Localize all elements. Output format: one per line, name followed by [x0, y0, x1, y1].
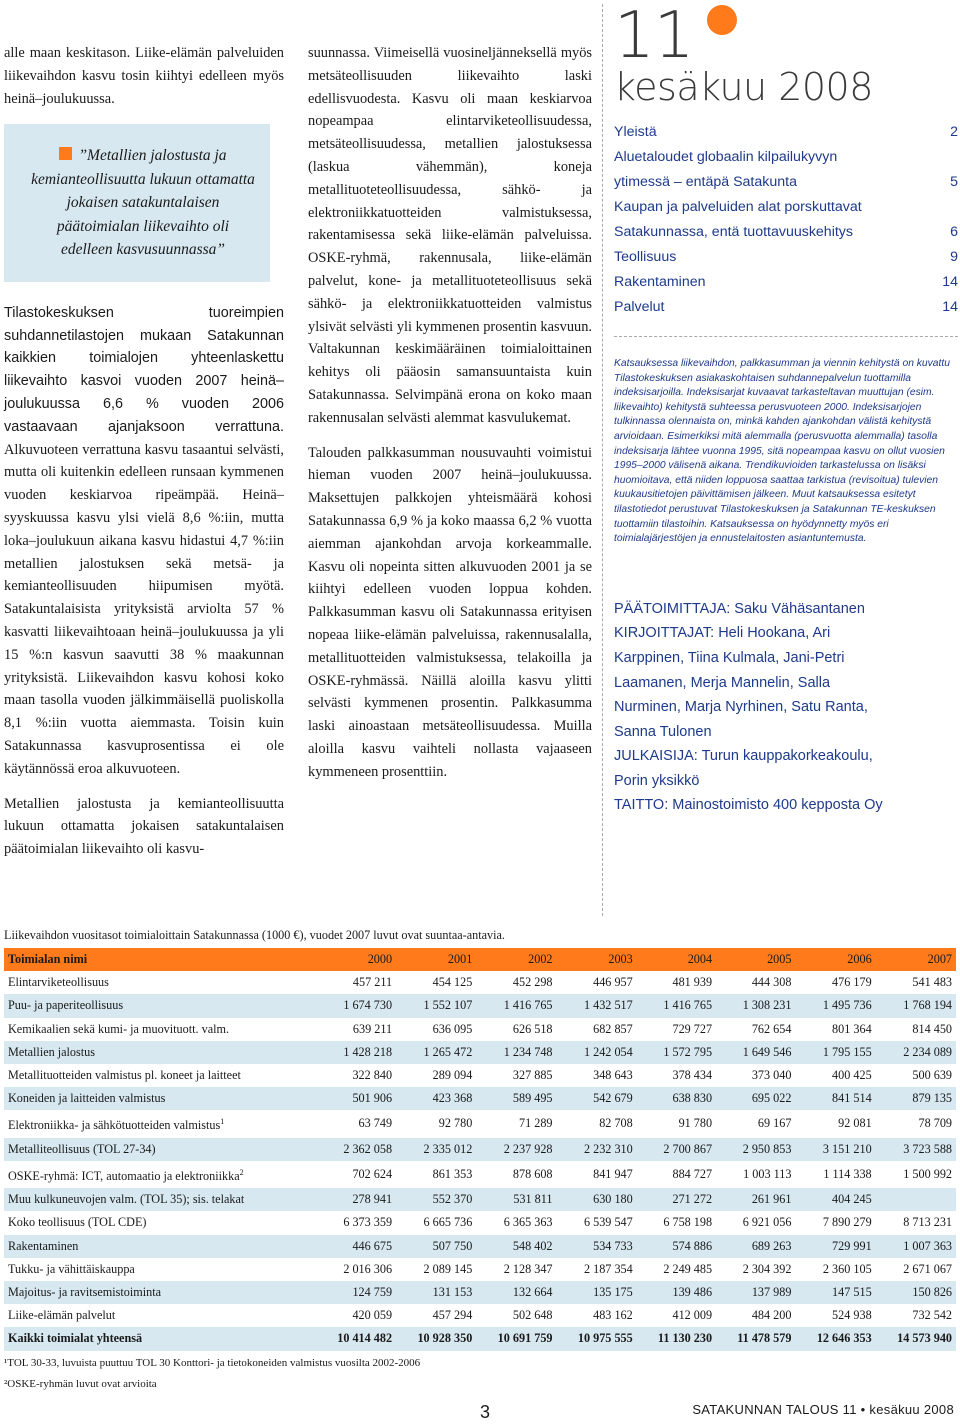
toc-item[interactable]: [614, 120, 958, 145]
industry-label: Metalliteollisuus (TOL 27-34): [8, 1141, 156, 1156]
value-cell: 2 237 928: [476, 1138, 556, 1161]
paragraph-text: Alkuvuoteen verrattuna kasvu tasaantui selvästi, mutta oli kuitenkin edelleen runsaan kymmenen vuoden keskiarvoa ripeämpää. Heinä–syyskuussa kasvu ylsi vielä 8,6 %:iin, mutta loka–joulukuun aikana kasvu hidastui 4,7 %:iin metallien jalostuksen sekä metsä- ja kemianteollisuuden hiipumisen myötä. Satakuntalaisista yrityksistä arviolta 57 % kasvatti liikevaihtoaan heinä–joulukuussa ja yli 15 %:n kasvun saavutti 38 % maakunnan yrityksistä. Liikevaihdon kasvu kohosi koko maan tasolla vuoden jälkimmäisellä puoliskolla 8,1 %:iin vuotta aiemmasta. Toisin kuin Satakunnassa kasvuprosentissa ei ole käytännössä eroa alkuvuoteen.: [4, 441, 284, 777]
value-cell: 1 007 363: [876, 1235, 956, 1258]
value-cell: 6 921 056: [742, 1215, 792, 1230]
value-cell: 82 708: [599, 1116, 633, 1131]
table-row: [4, 994, 956, 1017]
table-row: [4, 1041, 956, 1064]
toc-label: Yleistä: [614, 124, 657, 140]
industry-name: [4, 1064, 316, 1087]
value-cell: 636 095: [432, 1021, 473, 1036]
value-cell: 12 646 353: [795, 1327, 875, 1350]
industry-name: [4, 1138, 316, 1161]
value-cell: 500 639: [912, 1068, 952, 1083]
value-cell: 150 826: [876, 1281, 956, 1304]
value-cell: 3 723 588: [876, 1138, 956, 1161]
industry-label: Koko teollisuus (TOL CDE): [8, 1215, 147, 1230]
value-cell: 289 094: [432, 1068, 473, 1083]
value-cell: 630 180: [557, 1188, 637, 1211]
value-cell: 412 009: [672, 1308, 713, 1323]
toc-item[interactable]: [614, 145, 958, 170]
article-column-1: [4, 42, 284, 861]
toc-item[interactable]: [614, 245, 958, 270]
industry-name: [4, 1281, 316, 1304]
value-cell: 278 941: [316, 1188, 396, 1211]
value-cell: 1 416 765: [476, 994, 556, 1017]
toc-label: Rakentaminen: [614, 274, 706, 290]
industry-name: [4, 1258, 316, 1281]
value-cell: 702 624: [352, 1166, 393, 1181]
industry-label: Kaikki toimialat yhteensä: [8, 1331, 143, 1346]
pull-quote: [4, 124, 270, 282]
value-cell: 327 885: [512, 1068, 553, 1083]
toc-item[interactable]: [614, 270, 958, 295]
header-year: 2004: [637, 948, 716, 971]
value-cell: 2 089 145: [423, 1261, 473, 1276]
value-cell: 729 991: [795, 1235, 875, 1258]
value-cell: 452 298: [512, 975, 553, 990]
industry-name: [4, 1161, 316, 1188]
toc-page: 9: [950, 249, 958, 265]
value-cell: 502 648: [512, 1308, 553, 1323]
issue-number-text: 11: [614, 0, 694, 73]
footnote-marker: 1: [220, 1117, 225, 1127]
value-cell: 378 434: [672, 1068, 713, 1083]
value-cell: 1 572 795: [637, 1041, 716, 1064]
industry-name: [4, 1018, 316, 1041]
value-cell: 69 167: [757, 1116, 792, 1131]
value-cell: 1 265 472: [396, 1041, 476, 1064]
sidebar: [614, 0, 958, 818]
header-year: 2007: [876, 948, 956, 971]
credit-line: KIRJOITTAJAT: Heli Hookana, Ari: [614, 625, 831, 642]
paragraph: Talouden palkkasumman nousuvauhti voimistui hieman vuoden 2007 heinä–joulukuussa. Maksettujen palkkojen yhteismäärä kohosi Satakunnassa 6,9 % ja koko maassa 6,2 % vuotta aiemman ajankohdan arvoja korkeammalle. Kasvu oli nopeinta sitten alkuvuoden 2001 ja se kiihtyi edelleen vuoden loppua kohden. Palkkasumman kasvu oli Satakunnassa erityisen nopeaa liike-elämän palveluissa, rakennusalalla, metallituotteiden valmistuksessa, telakoilla ja OSKE-ryhmässä. Näillä aloilla kasvu ylitti selvästi kymmenen prosentin. Palkkasumma laski ainoastaan metsäteollisuudessa. Muilla aloilla kasvu vaihteli nollasta vajaaseen kymmeneen prosenttiin.: [308, 444, 592, 780]
value-cell: 1 428 218: [316, 1041, 396, 1064]
credit-line: Laamanen, Merja Mannelin, Salla: [614, 674, 831, 691]
value-cell: 322 840: [352, 1068, 393, 1083]
table-row: [4, 1138, 956, 1161]
header-year: 2000: [316, 948, 396, 971]
value-cell: 542 679: [557, 1087, 637, 1110]
table-footnotes: [4, 1353, 956, 1395]
toc-item[interactable]: [614, 220, 958, 245]
value-cell: 476 179: [832, 975, 872, 990]
table-row: [4, 1235, 956, 1258]
revenue-table: [4, 948, 956, 1351]
table-row: [4, 1211, 956, 1234]
industry-name: [4, 1211, 316, 1234]
value-cell: 14 573 940: [876, 1327, 956, 1350]
industry-name: [4, 1304, 316, 1327]
value-cell: 639 211: [352, 1021, 393, 1036]
toc-item[interactable]: [614, 295, 958, 320]
toc-item[interactable]: [614, 195, 958, 220]
value-cell: 6 365 363: [503, 1215, 553, 1230]
value-cell: 484 200: [751, 1308, 792, 1323]
toc-label: Palvelut: [614, 299, 665, 315]
industry-name: [4, 1188, 316, 1211]
value-cell: 261 961: [716, 1188, 795, 1211]
pull-quote-text: ”Metallien jalostusta ja kemianteollisuutta lukuun ottamatta jokaisen satakuntalaisen päätoimialan liikevaihto oli edelleen kasvusuunnassa”: [31, 147, 255, 259]
industry-label: Metallituotteiden valmistus pl. koneet ja laitteet: [8, 1068, 241, 1083]
value-cell: 131 153: [396, 1281, 476, 1304]
value-cell: 841 947: [593, 1166, 633, 1181]
credits: [614, 597, 958, 818]
table-row: [4, 1304, 956, 1327]
value-cell: 404 245: [795, 1188, 875, 1211]
value-cell: 139 486: [637, 1281, 716, 1304]
credit-line: PÄÄTOIMITTAJA: Saku Vähäsantanen: [614, 600, 865, 617]
value-cell: 7 890 279: [822, 1215, 872, 1230]
table-row: [4, 1258, 956, 1281]
value-cell: 2 360 105: [822, 1261, 872, 1276]
value-cell: 2 187 354: [583, 1261, 633, 1276]
header-year: 2002: [476, 948, 556, 971]
industry-label: Muu kulkuneuvojen valm. (TOL 35); sis. telakat: [8, 1192, 245, 1207]
value-cell: 137 989: [716, 1281, 795, 1304]
value-cell: 2 249 485: [663, 1261, 713, 1276]
credit-line: Porin yksikkö: [614, 772, 700, 789]
value-cell: [876, 1188, 956, 1211]
table-row: [4, 1188, 956, 1211]
value-cell: 2 362 058: [316, 1138, 396, 1161]
toc-page: 14: [942, 274, 958, 290]
issue-date: kesäkuu 2008: [614, 65, 873, 109]
toc-label: Kaupan ja palveluiden alat porskuttavat: [614, 199, 862, 215]
value-cell: 2 016 306: [343, 1261, 393, 1276]
value-cell: 91 780: [678, 1116, 713, 1131]
value-cell: 454 125: [432, 975, 473, 990]
value-cell: 1 795 155: [795, 1041, 875, 1064]
header-year: 2003: [557, 948, 637, 971]
value-cell: 2 232 310: [557, 1138, 637, 1161]
issue-number: [614, 0, 958, 73]
toc-page: 6: [950, 224, 958, 240]
industry-label: Rakentaminen: [8, 1238, 79, 1253]
value-cell: 501 906: [316, 1087, 396, 1110]
industry-name: [4, 1235, 316, 1258]
toc-page: 5: [950, 174, 958, 190]
orange-dot-icon: [707, 5, 737, 35]
value-cell: 589 495: [476, 1087, 556, 1110]
value-cell: 348 643: [593, 1068, 633, 1083]
value-cell: 2 950 853: [716, 1138, 795, 1161]
industry-label: OSKE-ryhmä: ICT, automaatio ja elektroniikka: [8, 1168, 240, 1183]
industry-label: Majoitus- ja ravitsemistoiminta: [8, 1284, 161, 1299]
value-cell: 861 353: [432, 1166, 473, 1181]
value-cell: 2 128 347: [503, 1261, 553, 1276]
table-row: [4, 971, 956, 994]
value-cell: 2 671 067: [903, 1261, 952, 1276]
table-row: [4, 1064, 956, 1087]
industry-label: Koneiden ja laitteiden valmistus: [8, 1091, 166, 1106]
toc-label: Satakunnassa, entä tuottavuuskehitys: [614, 224, 853, 240]
industry-name: [4, 1087, 316, 1110]
table-row: [4, 1327, 956, 1350]
credit-line: Karppinen, Tiina Kulmala, Jani-Petri: [614, 649, 845, 666]
table-body: [4, 971, 956, 1350]
value-cell: 373 040: [751, 1068, 792, 1083]
value-cell: 626 518: [512, 1021, 553, 1036]
value-cell: 1 242 054: [557, 1041, 637, 1064]
table-row: [4, 1281, 956, 1304]
industry-label: Puu- ja paperiteollisuus: [8, 998, 124, 1013]
value-cell: 1 768 194: [876, 994, 956, 1017]
value-cell: 1 552 107: [396, 994, 476, 1017]
value-cell: 3 151 210: [795, 1138, 875, 1161]
value-cell: 2 700 867: [637, 1138, 716, 1161]
value-cell: 841 514: [795, 1087, 875, 1110]
value-cell: 481 939: [672, 975, 713, 990]
value-cell: 879 135: [876, 1087, 956, 1110]
paragraph: suunnassa. Viimeisellä vuosineljänneksellä myös metsäteollisuuden liikevaihto laski edellisvuodesta. Kasvu oli maan keskiarvoa nopeampaa elintarviketeollisuudessa, metsäteollisuudessa, metallien jalostuksessa (laskua vähemmän), koneja metallituoteteollisuudessa, sähkö- ja elektroniikkatuotteiden valmistuksessa, rakentamisessa sekä liike-elämän palveluissa. OSKE-ryhmä, rakennusala, liike-elämän palvelut, kone- ja metallituoteteollisuus sekä sähkö- ja elektroniikkatuotteiden valmistus ylsivät selvästi yli kymmenen prosentin kasvuun. Valtakunnan keskimääräinen toimialoittainen kehitys oli pääosin samansuuntaista kuin Satakunnassa. Selvimpänä erona on koko maan rakennusalan selvästi alemmat kasvulukemat.: [308, 45, 592, 426]
column-divider: [602, 4, 603, 916]
value-cell: 729 727: [672, 1021, 713, 1036]
industry-name: [4, 1327, 316, 1350]
value-cell: 541 483: [912, 975, 952, 990]
value-cell: 695 022: [716, 1087, 795, 1110]
value-cell: 638 830: [637, 1087, 716, 1110]
value-cell: 6 665 736: [423, 1215, 473, 1230]
value-cell: 1 234 748: [476, 1041, 556, 1064]
dashed-divider: [614, 336, 958, 337]
table-row: [4, 1110, 956, 1137]
table-of-contents: [614, 120, 958, 320]
table-row: [4, 1018, 956, 1041]
table-header-row: [4, 948, 956, 971]
value-cell: 71 289: [518, 1116, 553, 1131]
paragraph: alle maan keskitason. Liike-elämän palveluiden liikevaihdon kasvu tosin kiihtyi edelleen myös heinä–joulukuussa.: [4, 45, 284, 107]
industry-label: Kemikaalien sekä kumi- ja muovituott. valm.: [8, 1021, 230, 1036]
credit-line: Sanna Tulonen: [614, 723, 712, 740]
industry-name: [4, 1110, 316, 1137]
value-cell: 1 308 231: [716, 994, 795, 1017]
orange-square-icon: [59, 147, 72, 160]
value-cell: 92 081: [838, 1116, 872, 1131]
industry-label: Elintarviketeollisuus: [8, 975, 109, 990]
value-cell: 6 539 547: [583, 1215, 633, 1230]
page-number: 3: [480, 1402, 491, 1422]
article-column-2: [308, 42, 592, 784]
credit-line: Nurminen, Marja Nyrhinen, Satu Ranta,: [614, 699, 868, 716]
value-cell: 801 364: [832, 1021, 872, 1036]
industry-name: [4, 994, 316, 1017]
value-cell: 1 649 546: [716, 1041, 795, 1064]
value-cell: 446 675: [316, 1235, 396, 1258]
paragraph: [4, 302, 284, 781]
value-cell: 446 957: [593, 975, 633, 990]
value-cell: 1 495 736: [795, 994, 875, 1017]
value-cell: 1 114 338: [823, 1166, 872, 1181]
lead-text: Tilastokeskuksen tuoreimpien suhdannetilastojen mukaan Satakunnan kaikkien toimialojen yhteenlaskettu liikevaihto kasvoi vuoden 2007 heinä–joulukuussa 6,6 % vuoden 2006 vastaavaan ajanjaksoon verrattuna.: [4, 304, 284, 435]
value-cell: 2 335 012: [396, 1138, 476, 1161]
value-cell: 444 308: [751, 975, 792, 990]
value-cell: 1 674 730: [316, 994, 396, 1017]
value-cell: 10 414 482: [316, 1327, 396, 1350]
value-cell: 400 425: [832, 1068, 872, 1083]
toc-item[interactable]: [614, 170, 958, 195]
value-cell: 1 500 992: [903, 1166, 952, 1181]
value-cell: 732 542: [912, 1308, 952, 1323]
value-cell: 6 373 359: [343, 1215, 393, 1230]
footnote: ¹TOL 30-33, luvuista puuttuu TOL 30 Konttori- ja tietokoneiden valmistus vuosilta 2002-2006: [4, 1356, 421, 1369]
value-cell: 483 162: [593, 1308, 633, 1323]
toc-label: ytimessä – entäpä Satakunta: [614, 174, 797, 190]
table-caption: Liikevaihdon vuositasot toimialoittain Satakunnassa (1000 €), vuodet 2007 luvut ovat suuntaa-antavia.: [4, 928, 505, 942]
value-cell: 878 608: [512, 1166, 553, 1181]
header-year: 2005: [716, 948, 795, 971]
value-cell: 271 272: [637, 1188, 716, 1211]
industry-label: Metallien jalostus: [8, 1044, 95, 1059]
value-cell: 2 304 392: [742, 1261, 792, 1276]
value-cell: 11 478 579: [716, 1327, 795, 1350]
industry-label: Liike-elämän palvelut: [8, 1308, 116, 1323]
value-cell: 548 402: [476, 1235, 556, 1258]
value-cell: 457 294: [432, 1308, 473, 1323]
value-cell: 1 003 113: [743, 1166, 792, 1181]
toc-page: 14: [942, 299, 958, 315]
credit-line: TAITTO: Mainostoimisto 400 kepposta Oy: [614, 797, 883, 814]
value-cell: 552 370: [396, 1188, 476, 1211]
footnote-marker: 2: [239, 1167, 244, 1177]
value-cell: 10 975 555: [557, 1327, 637, 1350]
toc-label: Aluetaloudet globaalin kilpailukyvyn: [614, 149, 838, 165]
value-cell: 531 811: [476, 1188, 556, 1211]
value-cell: 10 691 759: [476, 1327, 556, 1350]
value-cell: 10 928 350: [396, 1327, 476, 1350]
table-row: [4, 1087, 956, 1110]
value-cell: 11 130 230: [637, 1327, 716, 1350]
header-year: 2006: [795, 948, 875, 971]
value-cell: 1 432 517: [557, 994, 637, 1017]
toc-page: 2: [950, 124, 958, 140]
value-cell: 2 234 089: [876, 1041, 956, 1064]
value-cell: 524 938: [832, 1308, 872, 1323]
value-cell: 132 664: [476, 1281, 556, 1304]
value-cell: 147 515: [795, 1281, 875, 1304]
industry-name: [4, 1041, 316, 1064]
value-cell: 63 749: [358, 1116, 393, 1131]
value-cell: 78 709: [918, 1116, 952, 1131]
value-cell: 1 416 765: [637, 994, 716, 1017]
value-cell: 135 175: [557, 1281, 637, 1304]
value-cell: 507 750: [396, 1235, 476, 1258]
paragraph: Metallien jalostusta ja kemianteollisuutta lukuun ottamatta jokaisen satakuntalaisen päätoimialan liikevaihto oli kasvu-: [4, 795, 284, 858]
value-cell: 124 759: [316, 1281, 396, 1304]
value-cell: 884 727: [672, 1166, 713, 1181]
industry-name: [4, 971, 316, 994]
value-cell: 420 059: [352, 1308, 393, 1323]
footer-title: SATAKUNNAN TALOUS 11 • kesäkuu 2008: [692, 1402, 954, 1417]
value-cell: 534 733: [557, 1235, 637, 1258]
value-cell: 92 780: [438, 1116, 473, 1131]
value-cell: 689 263: [716, 1235, 795, 1258]
toc-label: Teollisuus: [614, 249, 677, 265]
header-year: 2001: [396, 948, 476, 971]
value-cell: 8 713 231: [903, 1215, 952, 1230]
value-cell: 762 654: [751, 1021, 792, 1036]
value-cell: 814 450: [912, 1021, 952, 1036]
revenue-table-section: [4, 926, 956, 1395]
methodology-note: Katsauksessa liikevaihdon, palkkasumman ja viennin kehitystä on kuvattu Tilastokeskuksen asiakaskohtaisen suhdannepalvelun tuottamilla indeksisarjoilla. Indeksisarjat kuvaavat tarkasteltavan muuttujan (esim. liikevaihto) kehitystä suhteessa perusvuoteen 2000. Indeksisarjojen tulkinnassa olennaista on, minkä kahden ajankohdan välistä kehitystä arvioidaan. Esimerkiksi mitä alemmalla (perusvuotta alemmalla) tasolla indeksisarja lähtee vuonna 1995, sitä nopeampaa kasvu on ollut vuosien 1995–2000 välisenä aikana. Trendikuvioiden tarkastelussa on lisäksi huomioitava, että niiden loppuosa saattaa tarkistua (revisoitua) tulevien kuukausitietojen päivittämisen jälkeen. Muut katsauksessa esitetyt tilastotiedot perustuvat Tilastokeskuksen ja Satakunnan TE-keskuksen tuottamiin tilastoihin. Katsauksessa on hyödynnetty myös eri toimialajärjestöjen ja ennustelaitosten asiantuntemusta.: [614, 358, 950, 545]
value-cell: 574 886: [637, 1235, 716, 1258]
industry-label: Tukku- ja vähittäiskauppa: [8, 1261, 135, 1276]
value-cell: 457 211: [352, 975, 393, 990]
credit-line: JULKAISIJA: Turun kauppakorkeakoulu,: [614, 748, 873, 765]
value-cell: 423 368: [396, 1087, 476, 1110]
industry-label: Elektroniikka- ja sähkötuotteiden valmistus: [8, 1118, 221, 1133]
table-row: [4, 1161, 956, 1188]
value-cell: 682 857: [593, 1021, 633, 1036]
value-cell: 6 758 198: [663, 1215, 713, 1230]
footnote: ²OSKE-ryhmän luvut ovat arvioita: [4, 1377, 157, 1390]
header-industry: Toimialan nimi: [4, 948, 316, 971]
